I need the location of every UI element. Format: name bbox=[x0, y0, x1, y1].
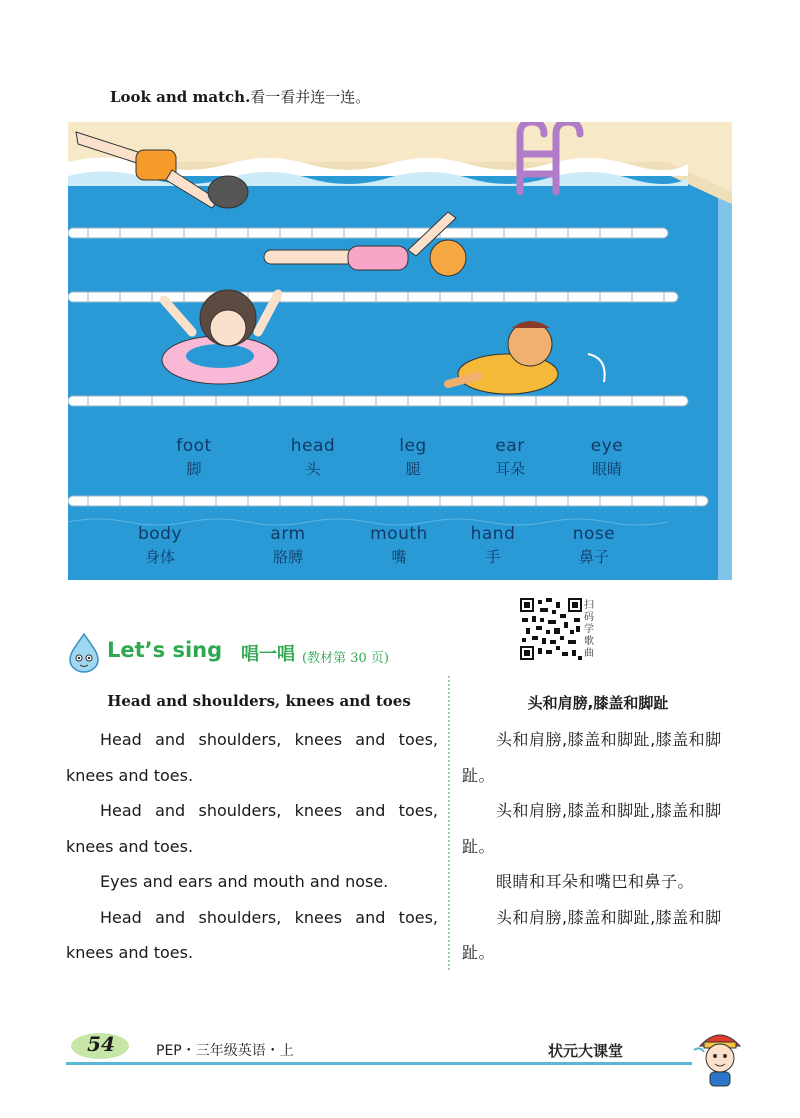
footer-brand: 状元大课堂 bbox=[548, 1042, 624, 1060]
word-en: foot bbox=[176, 436, 212, 456]
qr-code[interactable] bbox=[520, 598, 582, 660]
word-mouth bbox=[354, 524, 444, 567]
column-divider bbox=[448, 676, 450, 970]
word-zh: 手 bbox=[485, 548, 501, 566]
pool-svg bbox=[68, 122, 732, 580]
word-head bbox=[268, 436, 358, 479]
lyric-line: 头和肩膀,膝盖和脚趾,膝盖和脚趾。 bbox=[462, 907, 722, 962]
word-zh: 嘴 bbox=[391, 548, 407, 566]
lane-rope-3 bbox=[68, 396, 688, 406]
word-en: mouth bbox=[370, 524, 428, 544]
word-zh: 腿 bbox=[405, 460, 421, 478]
word-en: arm bbox=[270, 524, 306, 544]
word-zh: 胳膊 bbox=[272, 548, 303, 566]
word-zh: 耳朵 bbox=[494, 460, 525, 478]
lyric-line: Head and shoulders, knees and toes, knees and toes. bbox=[66, 907, 438, 962]
word-zh: 头 bbox=[305, 460, 321, 478]
water-drop-mascot-icon bbox=[66, 632, 102, 678]
instruction-text bbox=[110, 86, 370, 107]
word-foot bbox=[149, 436, 239, 479]
qr-label: 扫码学歌曲 bbox=[584, 600, 594, 659]
lyrics-en bbox=[66, 722, 438, 971]
word-leg bbox=[368, 436, 458, 479]
lane-rope-4 bbox=[68, 496, 708, 506]
footer-book-title: PEP・三年级英语・上 bbox=[156, 1043, 294, 1059]
section-title: Let’s sing bbox=[107, 638, 223, 662]
word-zh: 脚 bbox=[186, 460, 202, 478]
lyric-line: Head and shoulders, knees and toes, knees and toes. bbox=[66, 730, 438, 785]
lane-rope-2 bbox=[68, 292, 678, 302]
footer-rule bbox=[66, 1062, 692, 1065]
lyric-line: 眼睛和耳朵和嘴巴和鼻子。 bbox=[496, 872, 695, 891]
section-title-zh: 唱一唱 bbox=[241, 644, 295, 665]
word-en: nose bbox=[572, 524, 616, 544]
instruction-en: Look and match. bbox=[110, 88, 251, 106]
word-nose bbox=[549, 524, 639, 567]
swimming-pool-illustration bbox=[68, 122, 732, 580]
word-en: hand bbox=[470, 524, 516, 544]
song-title-en: Head and shoulders, knees and toes bbox=[107, 692, 411, 710]
word-zh: 鼻子 bbox=[578, 548, 609, 566]
word-en: body bbox=[137, 524, 183, 544]
word-en: head bbox=[290, 436, 336, 456]
word-hand bbox=[448, 524, 538, 567]
textbook-page-ref: (教材第 30 页) bbox=[302, 651, 389, 666]
cartoon-mascot-icon bbox=[690, 1024, 750, 1092]
word-body bbox=[115, 524, 205, 567]
qr-code-icon bbox=[520, 598, 582, 660]
instruction-zh: 看一看并连一连。 bbox=[250, 88, 371, 106]
word-en: ear bbox=[495, 436, 525, 456]
word-arm bbox=[243, 524, 333, 567]
lyrics-zh bbox=[462, 722, 734, 971]
lyric-line: Head and shoulders, knees and toes, knees and toes. bbox=[66, 801, 438, 856]
word-ear bbox=[465, 436, 555, 479]
lyric-line: 头和肩膀,膝盖和脚趾,膝盖和脚趾。 bbox=[462, 730, 722, 785]
word-en: eye bbox=[590, 436, 624, 456]
lyric-line: 头和肩膀,膝盖和脚趾,膝盖和脚趾。 bbox=[462, 801, 722, 856]
word-zh: 身体 bbox=[144, 548, 175, 566]
word-eye bbox=[562, 436, 652, 479]
song-title-zh: 头和肩膀,膝盖和脚趾 bbox=[527, 694, 669, 712]
lyric-line: Eyes and ears and mouth and nose. bbox=[100, 872, 389, 891]
word-zh: 眼睛 bbox=[591, 460, 622, 478]
word-en: leg bbox=[399, 436, 427, 456]
lane-rope-1 bbox=[68, 228, 668, 238]
page-number: 54 bbox=[87, 1032, 115, 1056]
